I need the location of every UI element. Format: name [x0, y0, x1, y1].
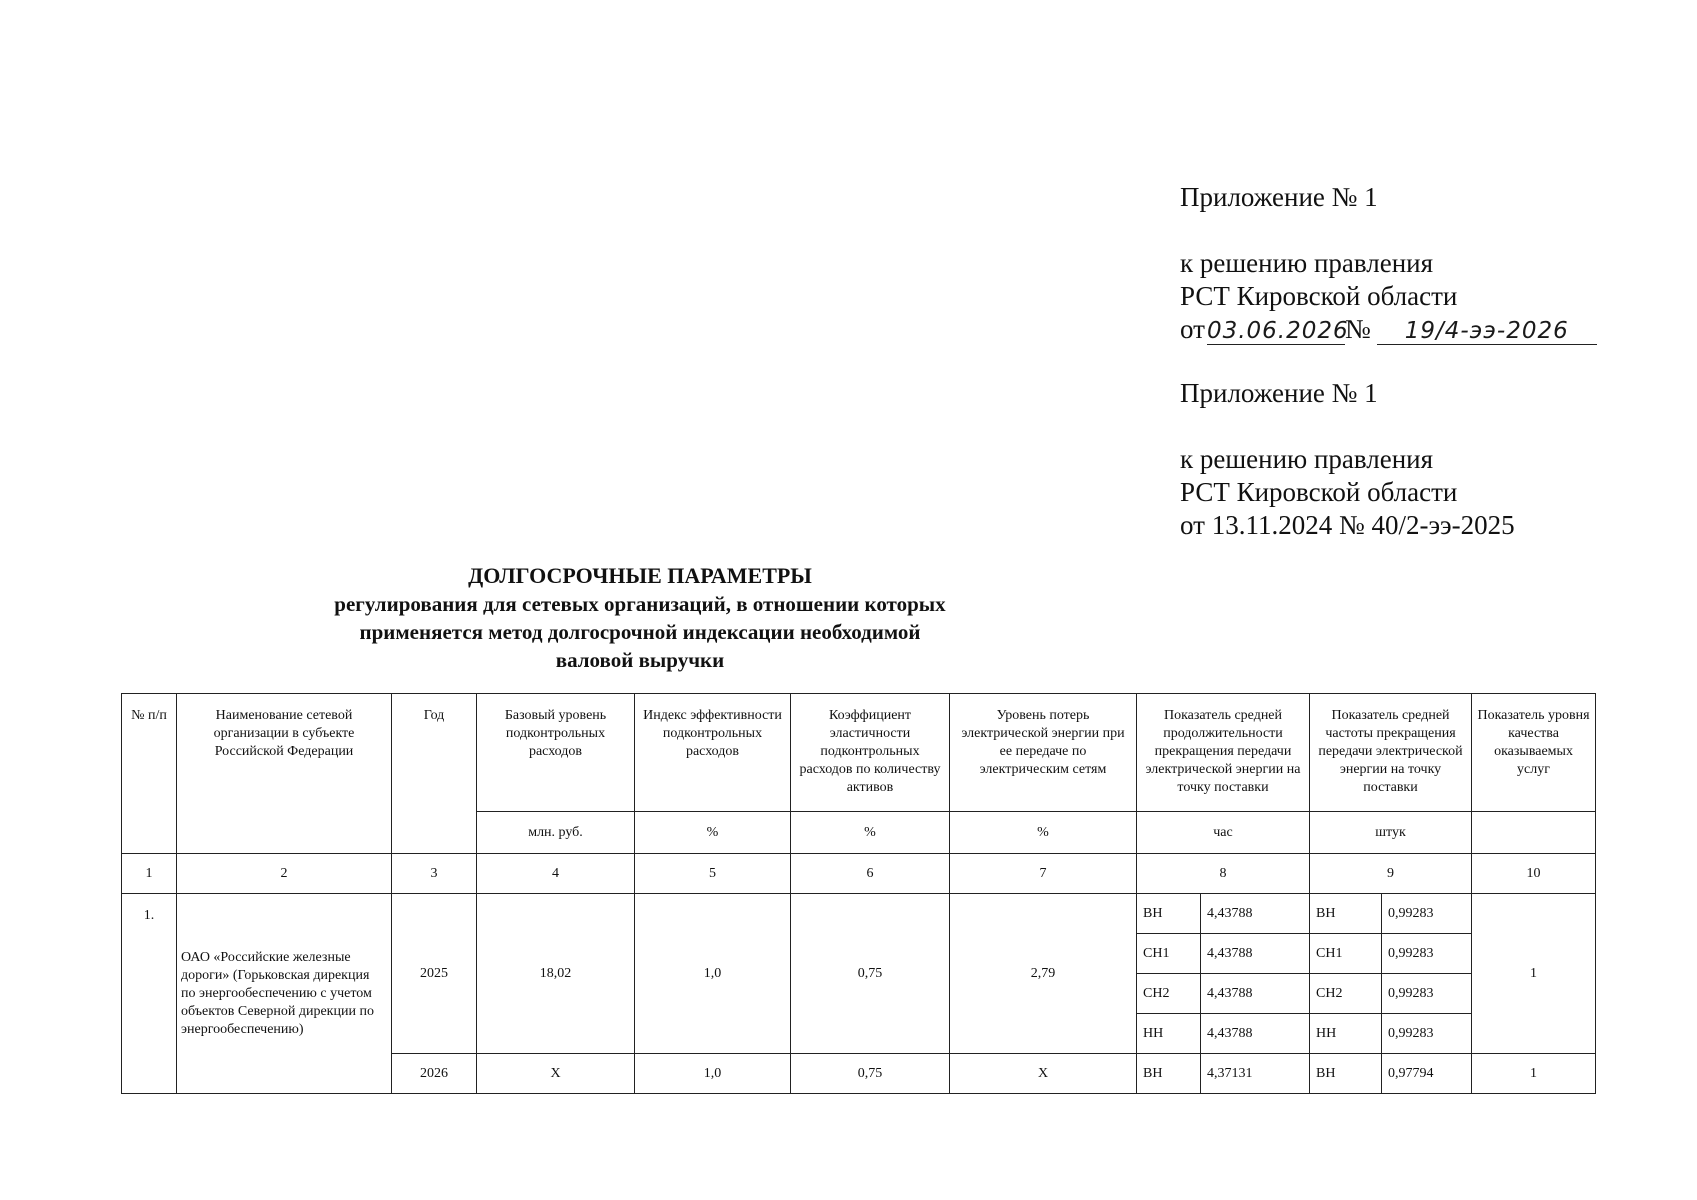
- duration-value: 4,37131: [1201, 1054, 1310, 1094]
- header-frequency: Показатель средней частоты прекращения передачи электрической энергии на точку поставки: [1310, 694, 1472, 812]
- unit-duration: час: [1137, 812, 1310, 854]
- date-prefix: от: [1180, 314, 1205, 344]
- level-label: СН1: [1310, 934, 1382, 974]
- document-title: [334, 562, 946, 674]
- level-label: НН: [1137, 1014, 1201, 1054]
- level-label: ВН: [1310, 894, 1382, 934]
- title-line2: регулирования для сетевых организаций, в отношении которых: [334, 592, 946, 616]
- unit-coef: %: [791, 812, 950, 854]
- col-number: 10: [1472, 854, 1596, 894]
- header-quality: Показатель уровня качества оказываемых услуг: [1472, 694, 1596, 812]
- header-row: [122, 694, 1596, 812]
- level-label: СН2: [1137, 974, 1201, 1014]
- appendix-old-line1: к решению правления: [1180, 444, 1434, 474]
- unit-loss: %: [950, 812, 1137, 854]
- header-name: Наименование сетевой организации в субъекте Российской Федерации: [177, 694, 392, 854]
- appendix-new-title: Приложение № 1: [1180, 182, 1378, 212]
- header-coef: Коэффициент эластичности подконтрольных расходов по количеству активов: [791, 694, 950, 812]
- level-label: ВН: [1310, 1054, 1382, 1094]
- header-index: Индекс эффективности подконтрольных расходов: [635, 694, 791, 812]
- level-label: НН: [1310, 1014, 1382, 1054]
- parameters-table: [121, 693, 1596, 1094]
- unit-quality: [1472, 812, 1596, 854]
- duration-value: 4,43788: [1201, 1014, 1310, 1054]
- handwritten-number: 19/4-ээ-2026: [1377, 318, 1597, 345]
- title-line3: применяется метод долгосрочной индексации необходимой: [359, 620, 921, 644]
- row-loss: 2,79: [950, 894, 1137, 1054]
- col-number: 1: [122, 854, 177, 894]
- appendix-new-line3: [1180, 313, 1597, 346]
- row-num: 1.: [122, 894, 177, 1094]
- level-label: СН1: [1137, 934, 1201, 974]
- frequency-value: 0,97794: [1382, 1054, 1472, 1094]
- title-main: ДОЛГОСРОЧНЫЕ ПАРАМЕТРЫ: [468, 563, 812, 588]
- frequency-value: 0,99283: [1382, 934, 1472, 974]
- row-year: 2025: [392, 894, 477, 1054]
- row-coef: 0,75: [791, 1054, 950, 1094]
- frequency-value: 0,99283: [1382, 974, 1472, 1014]
- col-number: 8: [1137, 854, 1310, 894]
- level-label: ВН: [1137, 1054, 1201, 1094]
- level-label: СН2: [1310, 974, 1382, 1014]
- appendix-old-title: Приложение № 1: [1180, 378, 1378, 408]
- table-row: [122, 894, 1596, 934]
- level-label: ВН: [1137, 894, 1201, 934]
- appendix-old-block: [1180, 377, 1515, 542]
- header-duration: Показатель средней продолжительности прекращения передачи электрической энергии на точку поставки: [1137, 694, 1310, 812]
- col-number: 7: [950, 854, 1137, 894]
- col-number: 5: [635, 854, 791, 894]
- unit-base: млн. руб.: [477, 812, 635, 854]
- frequency-value: 0,99283: [1382, 1014, 1472, 1054]
- col-number: 4: [477, 854, 635, 894]
- unit-frequency: штук: [1310, 812, 1472, 854]
- appendix-new-line1: к решению правления: [1180, 248, 1434, 278]
- row-quality: 1: [1472, 1054, 1596, 1094]
- title-line4: валовой выручки: [555, 648, 725, 672]
- appendix-new-block: [1180, 181, 1597, 346]
- col-number: 6: [791, 854, 950, 894]
- header-num: № п/п: [122, 694, 177, 854]
- col-number: 2: [177, 854, 392, 894]
- appendix-old-line3: от 13.11.2024 № 40/2-ээ-2025: [1180, 510, 1515, 540]
- header-year: Год: [392, 694, 477, 854]
- header-loss: Уровень потерь электрической энергии при ее передаче по электрическим сетям: [950, 694, 1137, 812]
- row-quality: 1: [1472, 894, 1596, 1054]
- row-year: 2026: [392, 1054, 477, 1094]
- row-base: 18,02: [477, 894, 635, 1054]
- row-org-name: ОАО «Российские железные дороги» (Горьковская дирекция по энергообеспечению с учетом объектов Северной дирекции по энергообеспечению): [177, 894, 392, 1094]
- number-prefix: №: [1344, 314, 1371, 344]
- unit-index: %: [635, 812, 791, 854]
- row-index: 1,0: [635, 894, 791, 1054]
- duration-value: 4,43788: [1201, 934, 1310, 974]
- row-loss: Х: [950, 1054, 1137, 1094]
- appendix-new-line2: РСТ Кировской области: [1180, 281, 1458, 311]
- frequency-value: 0,99283: [1382, 894, 1472, 934]
- col-number: 9: [1310, 854, 1472, 894]
- column-number-row: [122, 854, 1596, 894]
- row-index: 1,0: [635, 1054, 791, 1094]
- header-base: Базовый уровень подконтрольных расходов: [477, 694, 635, 812]
- col-number: 3: [392, 854, 477, 894]
- row-coef: 0,75: [791, 894, 950, 1054]
- duration-value: 4,43788: [1201, 974, 1310, 1014]
- duration-value: 4,43788: [1201, 894, 1310, 934]
- handwritten-date: 03.06.2026: [1206, 318, 1349, 344]
- row-base: Х: [477, 1054, 635, 1094]
- appendix-old-line2: РСТ Кировской области: [1180, 477, 1458, 507]
